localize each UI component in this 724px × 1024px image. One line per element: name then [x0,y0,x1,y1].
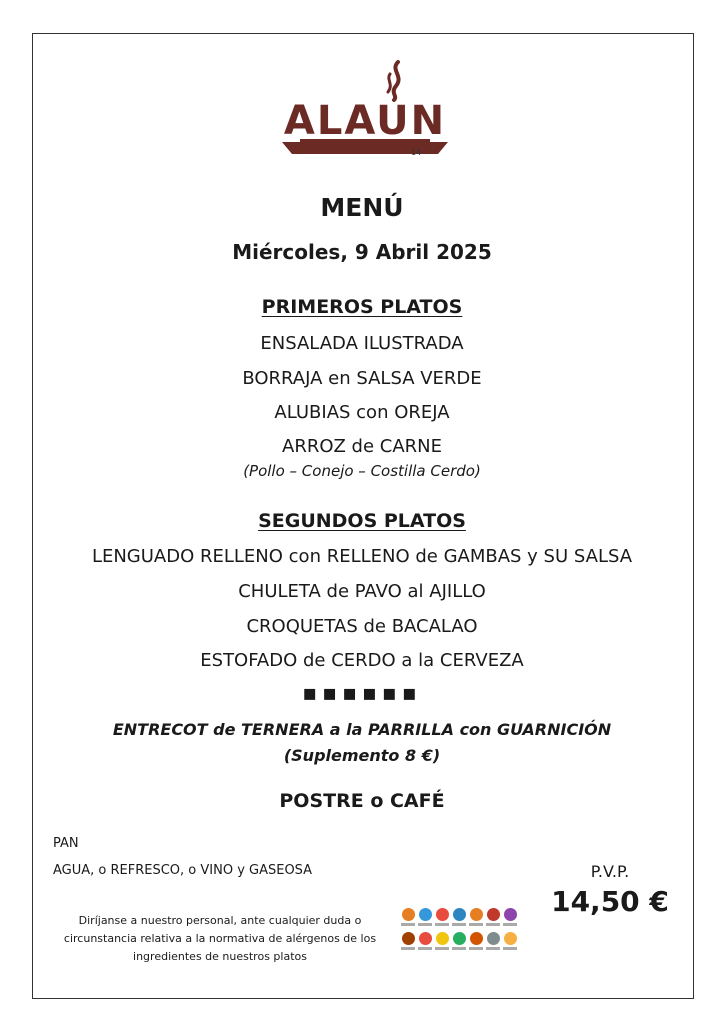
allergen-caption [418,923,432,926]
drink-line: AGUA, o REFRESCO, o VINO y GASEOSA [53,863,313,878]
separator-dots: ▪▪▪▪▪▪ [302,681,422,706]
allergen-icon [453,932,466,945]
allergen-icon [470,932,483,945]
price-label: P.V.P. [590,862,630,881]
disclaimer-line: circunstancia relativa a la normativa de alérgenos de los [63,932,377,945]
menu-date: Miércoles, 9 Abril 2025 [232,240,492,264]
allergen-icon [436,932,449,945]
pan-line: PAN [53,836,79,851]
allergen-caption [503,947,517,950]
allergen-caption [503,923,517,926]
allergen-icon [402,932,415,945]
allergen-icon [487,908,500,921]
segundos-heading: SEGUNDOS PLATOS [258,510,466,532]
allergen-icon [419,908,432,921]
allergen-caption [401,923,415,926]
primeros-heading: PRIMEROS PLATOS [261,296,463,318]
primeros-note: (Pollo – Conejo – Costilla Cerdo) [243,462,481,480]
allergen-caption [452,923,466,926]
allergen-icon [402,908,415,921]
disclaimer-line: Diríjanse a nuestro personal, ante cualquier duda o [78,914,362,927]
disclaimer-line: ingredientes de nuestros platos [133,950,307,963]
allergen-caption [435,923,449,926]
allergen-icon [470,908,483,921]
allergen-caption [452,947,466,950]
restaurant-logo [280,60,450,160]
allergen-icon [504,908,517,921]
allergen-caption [469,947,483,950]
allergen-caption [486,923,500,926]
allergen-caption [418,947,432,950]
menu-title: MENÚ [320,193,404,222]
postre-line: POSTRE o CAFÉ [279,790,445,812]
special-dish: ENTRECOT de TERNERA a la PARRILLA con GUARNICIÓN [112,720,612,739]
allergen-icon [453,908,466,921]
primeros-item: BORRAJA en SALSA VERDE [242,368,482,389]
primeros-item: ARROZ de CARNE [282,436,442,457]
price-value: 14,50 € [551,885,669,918]
segundos-item: LENGUADO RELLENO con RELLENO de GAMBAS y SU SALSA [91,546,633,567]
segundos-item: CHULETA de PAVO al AJILLO [238,581,486,602]
segundos-item: CROQUETAS de BACALAO [246,616,478,637]
special-supplement: (Suplemento 8 €) [283,746,441,765]
allergen-caption [486,947,500,950]
logo-number: 14 [411,148,422,157]
allergen-icons [402,908,527,962]
allergen-caption [435,947,449,950]
logo-name: ALAUN [283,98,447,144]
allergen-icon [436,908,449,921]
allergen-icon [419,932,432,945]
allergen-caption [469,923,483,926]
allergen-disclaimer [55,912,385,966]
segundos-item: ESTOFADO de CERDO a la CERVEZA [200,650,524,671]
primeros-item: ALUBIAS con OREJA [274,402,450,423]
allergen-caption [401,947,415,950]
primeros-item: ENSALADA ILUSTRADA [260,333,464,354]
allergen-icon [504,932,517,945]
allergen-icon [487,932,500,945]
